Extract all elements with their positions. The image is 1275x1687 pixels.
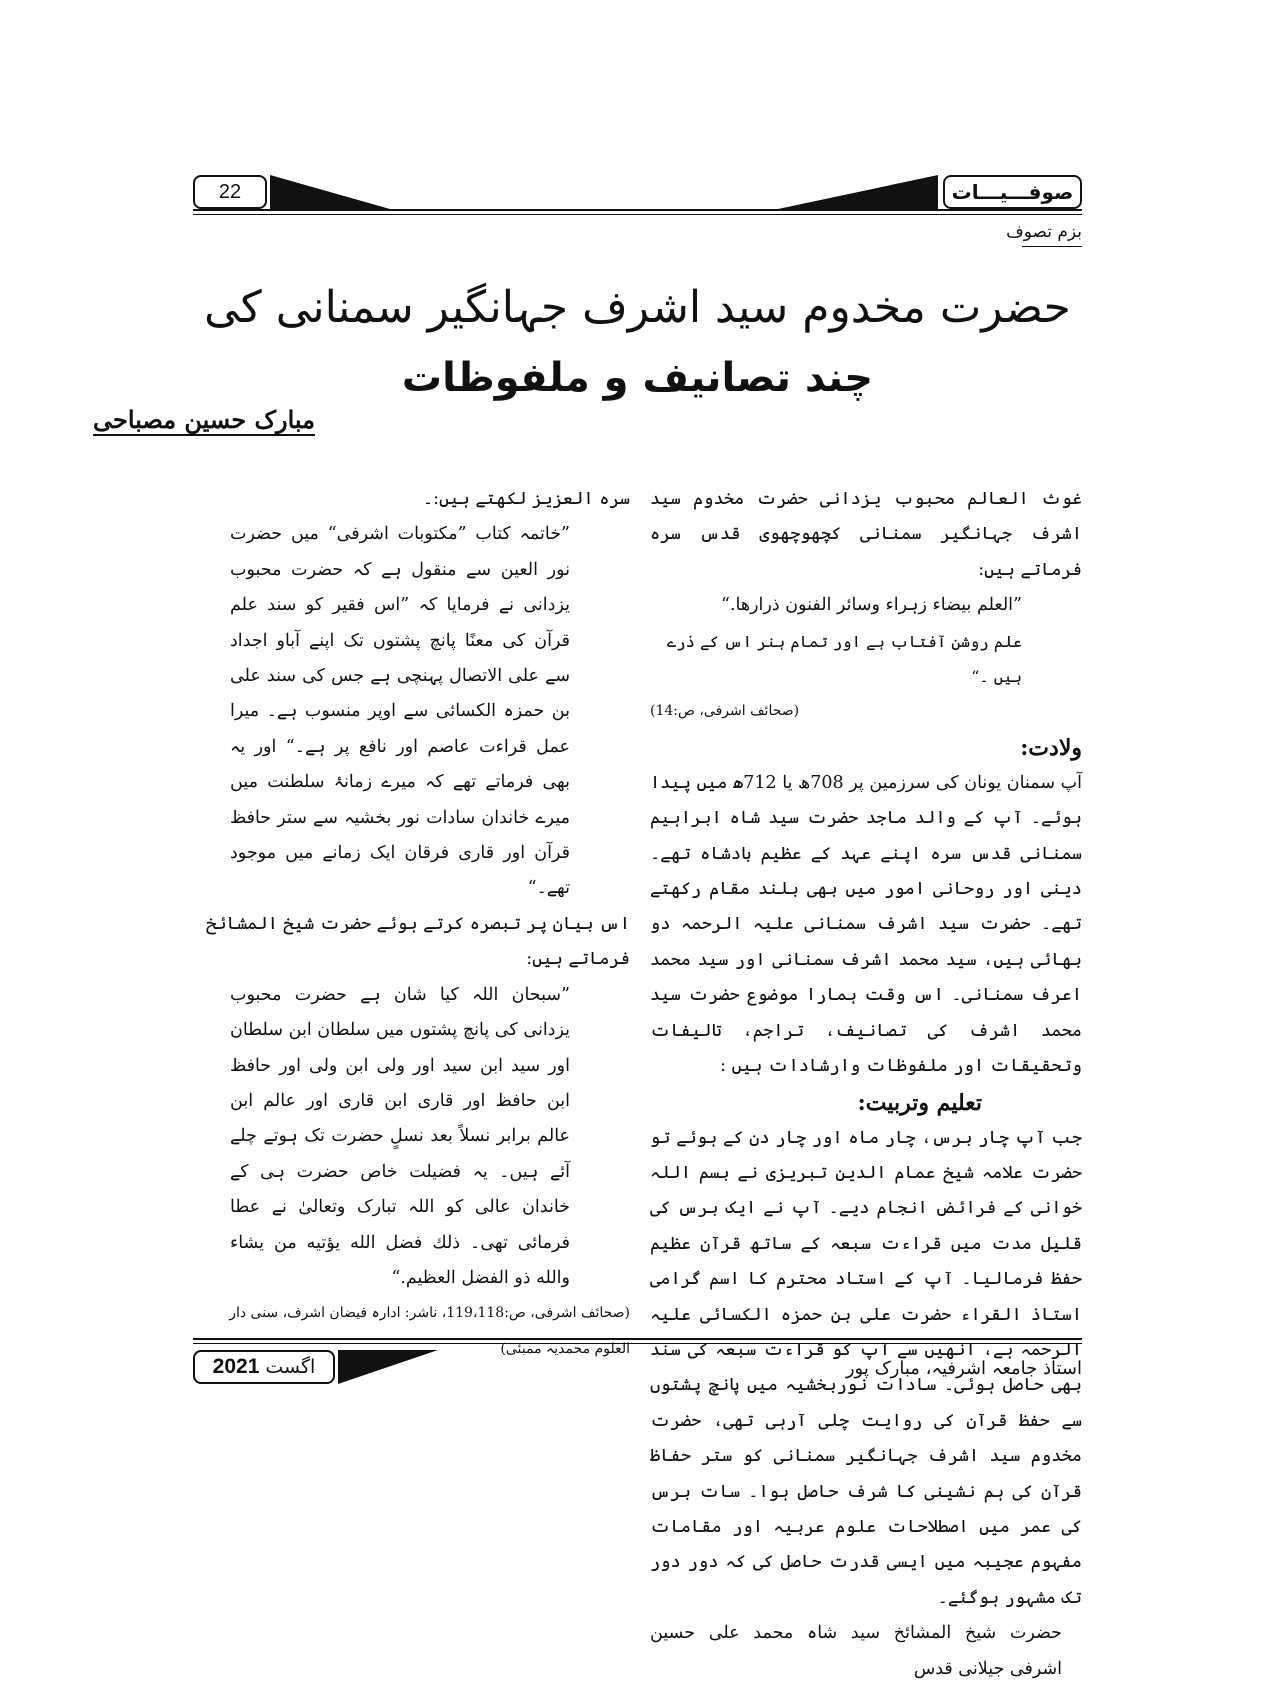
paragraph: غوث العالم محبوب یزدانی حضرت مخدوم سید اشرف جہانگیر سمنانی کچھوچھوی قدس سرہ فرماتے ہیں:	[650, 489, 1082, 580]
section-underline	[1022, 246, 1082, 247]
quote-block: ”سبحان اللہ کیا شان ہے حضرت محبوب یزدانی کی پانچ پشتوں میں سلطان ابن سلطان اور سید ابن سید اور ولی ابن ولی اور حافظ ابن حافظ اور قاری ابن قاری اور عالم ابن عالم برابر نسلاً بعد نسلٍ حضرت تک ہوتے چلے آئے ہیں۔ یہ فضیلت خاص حضرت ہی کے خاندان عالی کو اللہ تبارک وتعالیٰ نے عطا فرمائی تھی۔ ذلك فضل الله یؤتیه من یشاء والله ذو الفضل العظیم.“	[230, 984, 570, 1288]
magazine-name: صوفـــیـــات	[943, 175, 1082, 209]
author-affiliation: استاذ جامعہ اشرفیہ، مبارک پور	[845, 1358, 1082, 1379]
footer-rule	[193, 1338, 1082, 1340]
quote-translation: علم روشن آفتاب ہے اور تمام ہنر اس کے ذرے ہیں ۔“	[666, 631, 1022, 687]
article-subtitle: چند تصانیف و ملفوظات	[401, 355, 874, 401]
article-title: حضرت مخدوم سید اشرف جہانگیر سمنانی کی	[204, 282, 1071, 333]
quote-block: ”خاتمہ کتاب ”مکتوبات اشرفی“ میں حضرت نور العین سے منقول ہے کہ حضرت محبوب یزدانی نے فرمایا کہ ”اس فقیر کو سند علم قرآن کی معنًا پانچ پشتوں تک اپنے آباو اجداد سے علی الاتصال پہنچی ہے جس کی سند علی بن حمزہ الکسائی سے اوپر منسوب ہے۔ میرا عمل قراءت عاصم اور نافع پر ہے۔“ اور یہ بھی فرماتے تھے کہ میرے زمانۂ سلطنت میں میرے خاندان سادات نور بخشیہ سے ستر حافظ قرآن اور قاری فرقان ایک زمانے میں موجود تھے۔“	[230, 524, 570, 899]
footer-wedge	[338, 1350, 438, 1384]
issue-month: اگست	[265, 1356, 316, 1378]
section-label: بزم تصوف	[1006, 222, 1082, 242]
right-column	[650, 482, 1082, 1687]
paragraph: آپ سمنان یونان کی سرزمین پر 708ھ یا 712ھ میں پیدا ہوئے۔ آپ کے والد ماجد حضرت سید شاہ ابراہیم سمنانی قدس سرہ اپنے عہد کے عظیم بادشاہ تھے۔ دینی اور روحانی امور میں بھی بلند مقام رکھتے تھے۔ حضرت سید اشرف سمنانی علیہ الرحمہ دو بھائی ہیں، سید محمد اشرف سمنانی اور سید محمد اعرف سمنانی۔ اس وقت ہمارا موضوع حضرت سید محمد اشرف کی تصانیف، تراجم، تالیفات وتحقیقات اور ملفوظات وارشادات ہیں :	[650, 772, 1082, 1077]
paragraph: حضرت شیخ المشائخ سید شاہ محمد علی حسین اشرفی جیلانی قدس	[650, 1623, 1062, 1679]
quote-arabic: ”العلم بیضاء زہراء وسائر الفنون ذرارھا.“	[721, 595, 1022, 616]
heading-wiladat: ولادت:	[1020, 734, 1082, 761]
left-column	[190, 482, 630, 1367]
header-rule	[193, 209, 1082, 211]
author-name: مبارک حسین مصباحی	[92, 405, 315, 434]
footer-rule-thin	[193, 1343, 1082, 1344]
header-rule-thin	[193, 214, 1082, 215]
paragraph: اس بیان پر تبصرہ کرتے ہوئے حضرت شیخ المشائخ فرماتے ہیں:	[206, 913, 630, 970]
citation: (صحائف اشرفی، ص:119،118، ناشر: ادارہ فیضان اشرف، سنی دار العلوم محمدیہ ممبئی)	[229, 1305, 630, 1357]
paragraph: جب آپ چار برس، چار ماہ اور چار دن کے ہوئے تو حضرت علامہ شیخ عمام الدین تبریزی نے بسم اللہ خوانی کے فرائض انجام دیے۔ آپ نے ایک برس کی قلیل مدت میں قراءت سبعہ کے ساتھ قرآن عظیم حفظ فرمالیا۔ آپ کے استاد محترم کا اسم گرامی استاذ القراء حضرت علی بن حمزہ الکسائی علیہ الرحمہ ہے، انھیں سے آپ کو قراءت سبعہ کی سند بھی حاصل ہوئی۔ سادات نوربخشیہ میں پانچ پشتوں سے حفظ قرآن کی روایت چلی آرہی تھی، حضرت مخدوم سید اشرف جہانگیر سمنانی کو ستر حفاظ قرآن کی ہم نشینی کا شرف حاصل ہوا۔ سات برس کی عمر میں اصطلاحات علوم عربیہ اور مقامات مفہوم عجیبہ میں ایسی قدرت حاصل کی کہ دور دور تک مشہور ہوگئے۔	[650, 1127, 1082, 1608]
issue-year: 2021	[212, 1355, 260, 1378]
issue-date	[193, 1350, 335, 1384]
paragraph: سرہ العزیز لکھتے ہیں:۔	[422, 489, 630, 509]
page-number: 22	[193, 175, 267, 209]
heading-talim: تعلیم وتربیت:	[857, 1089, 982, 1116]
header-left-wedge	[270, 175, 390, 209]
header-right-wedge	[778, 175, 938, 209]
citation: (صحائف اشرفی، ص:14)	[650, 703, 800, 720]
